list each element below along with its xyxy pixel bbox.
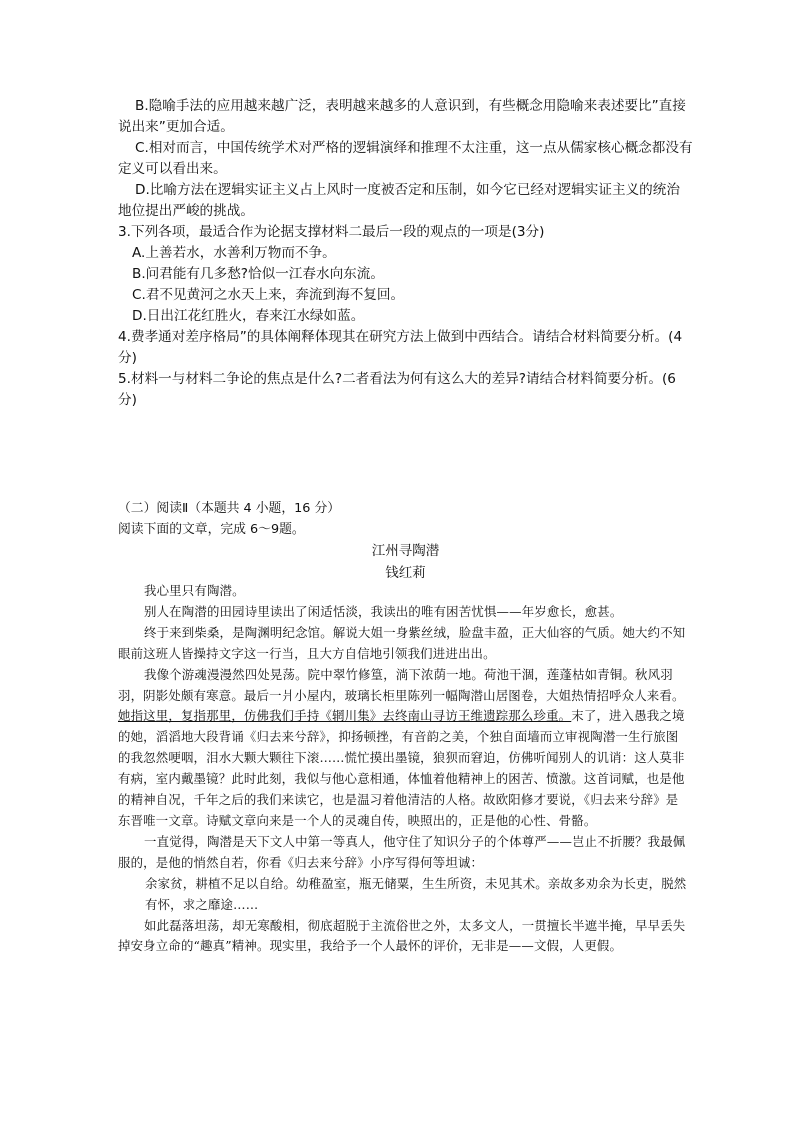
article-body xyxy=(118,581,690,957)
question-4: 4.费孝通对差序格局”的具体阐释体现其在研究方法上做到中西结合。请结合材料简要分析。(4分) xyxy=(118,329,683,366)
option-b: B.隐喻手法的应用越来越广泛，表明越来越多的人意识到，有些概念用隐喻来表述要比”直接说出来”更加合适。 xyxy=(118,98,686,135)
reading-two-header xyxy=(118,499,693,584)
essay-paragraph: 我心里只有陶潜。 xyxy=(144,583,245,598)
essay-quote: 余家贫，耕植不足以自给。幼稚盈室，瓶无储粟，生生所资，未见其术。亲故多劝余为长吏，脱然有怀，求之靡途…… xyxy=(145,875,687,912)
underlined-sentence: 她指这里，复指那里，仿佛我们手持《辋川集》去终南山寻访王维遗踪那么珍重。 xyxy=(118,708,572,724)
section-instruction: 阅读下面的文章，完成 6～9题。 xyxy=(118,521,305,537)
essay-paragraph: 一直觉得，陶潜是天下文人中第一等真人，他守住了知识分子的个体尊严——岂止不折腰？我最佩服的，是他的悄然自若，你看《归去来兮辞》小序写得何等坦诚： xyxy=(118,833,686,870)
article-title: 江州寻陶潜 xyxy=(371,543,440,559)
question-3-option-c: C.君不见黄河之水天上来，奔流到海不复回。 xyxy=(132,287,405,303)
question-3-option-d: D.日出江花红胜火，春来江水绿如蓝。 xyxy=(132,308,365,324)
option-d: D.比喻方法在逻辑实证主义占上风时一度被否定和压制，如今它已经对逻辑实证主义的统治地位提出严峻的挑战。 xyxy=(118,182,680,219)
essay-text: 我像个游魂漫漫然四处晃荡。院中翠竹修篁，淌下浓荫一地。荷池干涸，莲蓬枯如青铜。秋风羽羽，阴影处颇有寒意。最后一爿小屋内，玻璃长柜里陈列一幅陶潜山居图卷，大姐热情招呼众人来看。 xyxy=(118,666,685,703)
essay-paragraph: 如此磊落坦荡，却无寒酸相，彻底超脱于主流俗世之外，太多文人，一贯擅长半遮半掩，早早丢失掉安身立命的“趣真”精神。现实里，我给予一个人最怀的评价，无非是——文假，人更假。 xyxy=(118,917,686,954)
option-c: C.相对而言，中国传统学术对严格的逻辑演绎和推理不太注重，这一点从儒家核心概念都没有定义可以看出来。 xyxy=(118,140,693,177)
question-3-option-b: B.问君能有几多愁?恰似一江春水向东流。 xyxy=(132,266,384,282)
section-heading: （二）阅读Ⅱ（本题共 4 小题，16 分） xyxy=(118,501,341,516)
essay-text: 末了，进入愚我之境的她，滔滔地大段背诵《归去来兮辞》，抑扬顿挫，有音韵之美，个独自面墙而立审视陶潜一生行旅图的我忽然哽咽，泪水大颗大颗往下滚……慌忙摸出墨镜，狼狈而窘迫，仿佛听闻别人的讥诮：这人莫非有病，室内戴墨镜？此时此刻，我似与他心意相通，体恤着他精神上的困苦、愤激。这首词赋，也是他的精神自况，千年之后的我们来读它，也是温习着他清洁的人格。故欧阳修才要说，《归去来兮辞》是东晋唯一文章。诗赋文章向来是一个人的灵魂自传，映照出的，正是他的心性、骨骼。 xyxy=(118,708,685,828)
question-3: 3.下列各项，最适合作为论据支撑材料二最后一段的观点的一项是(3分) xyxy=(118,224,545,240)
question-3-option-a: A.上善若水，水善利万物而不争。 xyxy=(132,245,336,261)
essay-paragraph: 终于来到柴桑，是陶渊明纪念馆。解说大姐一身紫丝绒，脸盘丰盈，正大仙容的气质。她大约不知眼前这班人皆操持文字这一行当，且大方自信地引领我们进进出出。 xyxy=(118,624,686,661)
essay-paragraph: 别人在陶潜的田园诗里读出了闲适恬淡，我读出的唯有困苦忧惧——年岁愈长，愈甚。 xyxy=(144,603,623,619)
reading-one-questions xyxy=(118,96,693,411)
question-5: 5.材料一与材料二争论的焦点是什么?二者看法为何有这么大的差异?请结合材料简要分析。(6分) xyxy=(118,371,676,408)
article-author: 钱红莉 xyxy=(385,565,426,581)
essay-paragraph xyxy=(118,665,690,832)
